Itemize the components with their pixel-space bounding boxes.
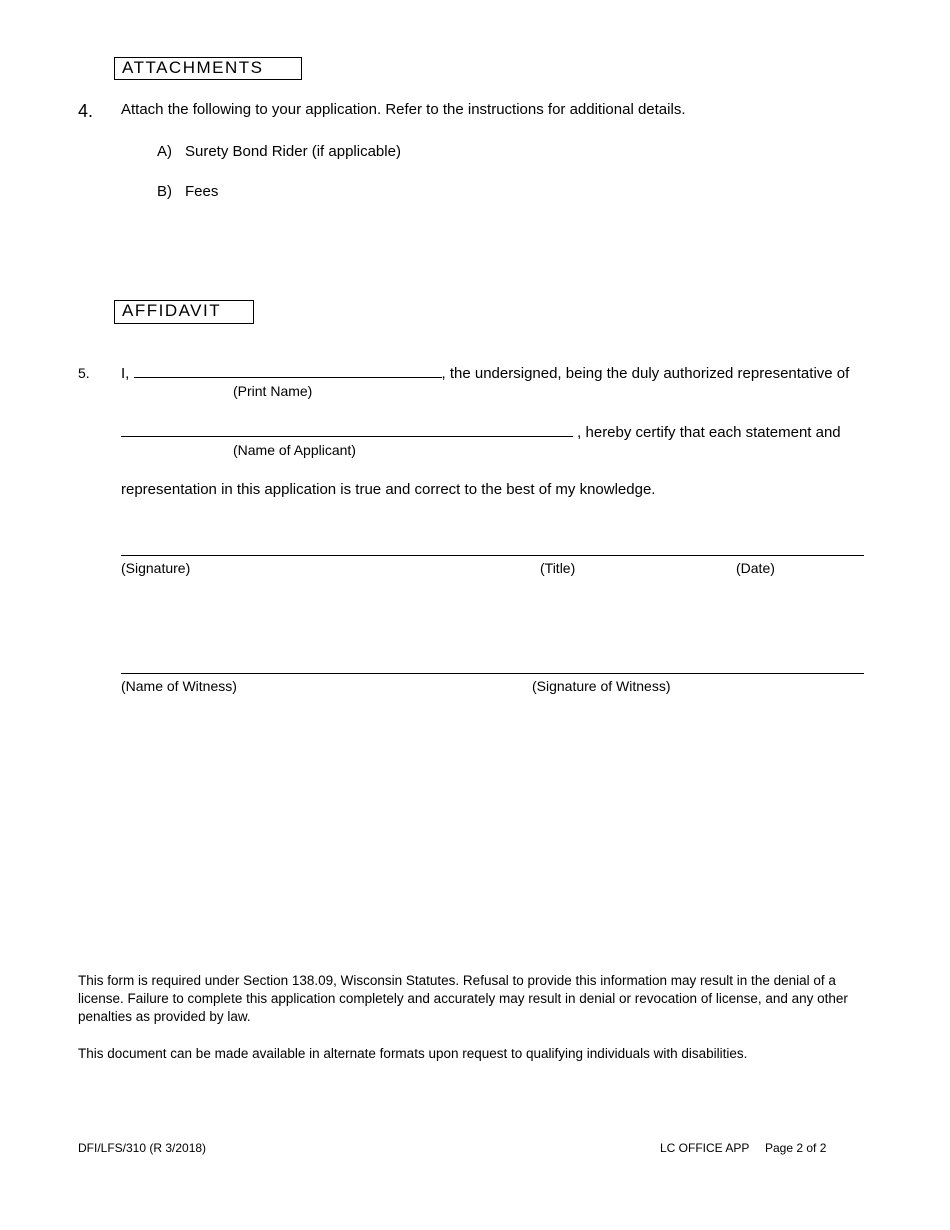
accessibility-notice: This document can be made available in alternate formats upon request to qualifying individuals with disabilities. [78, 1046, 748, 1061]
attachment-item-surety-bond: Surety Bond Rider (if applicable) [185, 143, 401, 160]
date-label: (Date) [736, 560, 775, 576]
name-of-applicant-label: (Name of Applicant) [233, 442, 356, 458]
signature-label: (Signature) [121, 560, 191, 576]
signature-title-date-line[interactable] [121, 555, 864, 556]
name-of-applicant-field[interactable] [121, 423, 573, 437]
affidavit-line-1 [121, 364, 849, 382]
affidavit-line-2-suffix: , hereby certify that each statement and [577, 424, 841, 441]
attachment-letter-b: B) [157, 183, 172, 200]
signature-of-witness-label: (Signature of Witness) [532, 678, 671, 694]
affidavit-line-2 [121, 423, 841, 441]
attachment-item-fees: Fees [185, 183, 219, 200]
attachments-intro: Attach the following to your application. Refer to the instructions for additional details. [121, 101, 686, 118]
print-name-label: (Print Name) [233, 383, 313, 399]
attachments-heading: ATTACHMENTS [114, 57, 302, 80]
footer-form-id: DFI/LFS/310 (R 3/2018) [78, 1141, 207, 1155]
print-name-field[interactable] [134, 364, 442, 378]
affidavit-heading: AFFIDAVIT [114, 300, 254, 324]
statutory-notice: This form is required under Section 138.09, Wisconsin Statutes. Refusal to provide this information may result in the denial of a license. Failure to complete this application completely and accurately may result in denial or revocation of license, and any other penalties as provided by law. [78, 973, 848, 1024]
item-number-4: 4. [78, 101, 94, 121]
affidavit-prefix: I, [121, 365, 130, 382]
affidavit-line-3: representation in this application is true and correct to the best of my knowledge. [121, 481, 656, 498]
name-of-witness-label: (Name of Witness) [121, 678, 237, 694]
witness-line[interactable] [121, 673, 864, 674]
affidavit-line-1-suffix: , the undersigned, being the duly authorized representative of [441, 365, 850, 382]
attachment-letter-a: A) [157, 143, 172, 160]
footer-page-number: Page 2 of 2 [765, 1141, 827, 1155]
title-label: (Title) [540, 560, 576, 576]
item-number-5: 5. [78, 365, 90, 381]
footer-form-name: LC OFFICE APP [660, 1141, 750, 1155]
